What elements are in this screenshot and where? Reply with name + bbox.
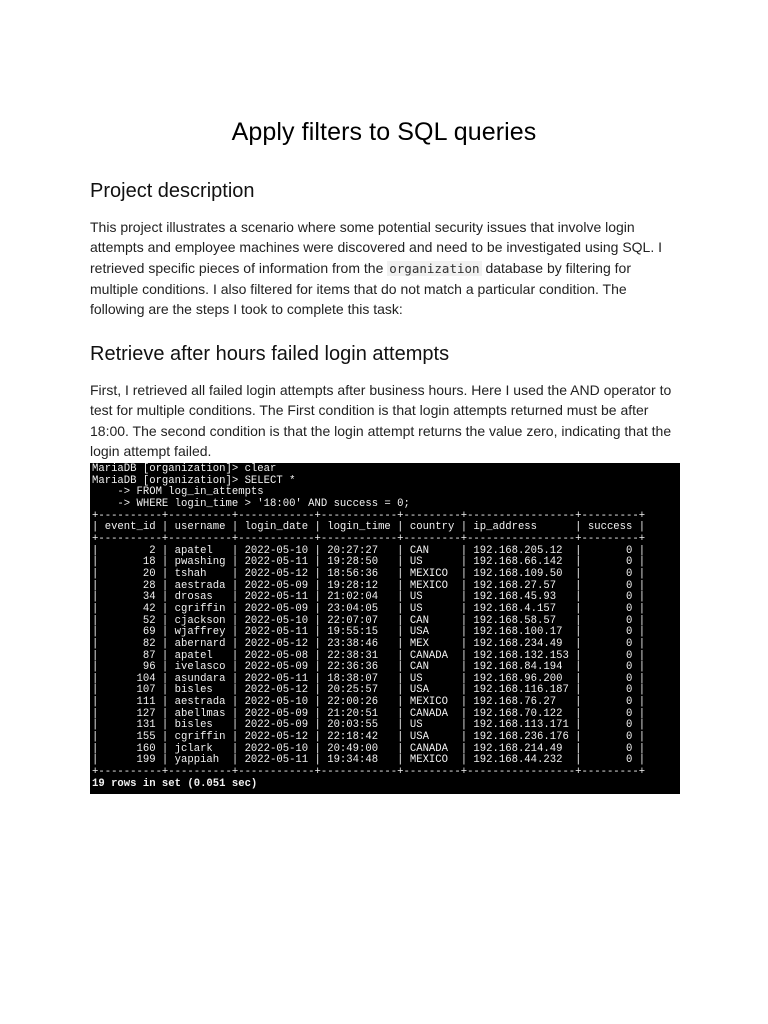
terminal-prompt-lines: MariaDB [organization]> clear MariaDB [organization]> SELECT * -> FROM log_in_attempts -> WHERE login_time > '18:00' AND success = 0; xyxy=(92,463,410,510)
terminal-output xyxy=(90,463,680,790)
paragraph-text-after-code: database by filtering for multiple conditions. I also filtered for items that do not match a particular condition. The following are the steps I took to complete this task: xyxy=(90,259,631,318)
failed-logins-paragraph: First, I retrieved all failed login attempts after business hours. Here I used the AND operator to test for multiple conditions. The First condition is that login attempts returned must be after 18:00. The second condition is that the login attempt returns the value zero, indicating that the login attempt failed. xyxy=(90,382,672,459)
section-heading-failed-logins: Retrieve after hours failed login attempts xyxy=(90,343,450,365)
terminal-result-table: +----------+----------+------------+------------+---------+-----------------+---------+ | event_id | username | login_date | login_time | country | ip_address | success | +----------+----------+------------+------------+---------+-----------------+---------+ | 2 | apatel | 2022-05-10 | 20:27:27 | CAN | 192.168.205.12 | 0 | | 18 | pwashing | 2022-05-11 | 19:28:50 | US | 192.168.66.142 | 0 | | 20 | tshah | 2022-05-12 | 18:56:36 | MEXICO | 192.168.109.50 | 0 | | 28 | aestrada | 2022-05-09 | 19:28:12 | MEXICO | 192.168.27.57 | 0 | | 34 | drosas | 2022-05-11 | 21:02:04 | US | 192.168.45.93 | 0 | | 42 | cgriffin | 2022-05-09 | 23:04:05 | US | 192.168.4.157 | 0 | | 52 | cjackson | 2022-05-10 | 22:07:07 | CAN | 192.168.58.57 | 0 | | 69 | wjaffrey | 2022-05-11 | 19:55:15 | USA | 192.168.100.17 | 0 | | 82 | abernard | 2022-05-12 | 23:38:46 | MEX | 192.168.234.49 | 0 | | 87 | apatel | 2022-05-08 | 22:38:31 | CANADA | 192.168.132.153 | 0 | | 96 | ivelasco | 2022-05-09 | 22:36:36 | CAN | 192.168.84.194 | 0 | | 104 | asundara | 2022-05-11 | 18:38:07 | US | 192.168.96.200 | 0 | | 107 | bisles | 2022-05-12 | 20:25:57 | USA | 192.168.116.187 | 0 | | 111 | aestrada | 2022-05-10 | 22:00:26 | MEXICO | 192.168.76.27 | 0 | | 127 | abellmas | 2022-05-09 | 21:20:51 | CANADA | 192.168.70.122 | 0 | | 131 | bisles | 2022-05-09 | 20:03:55 | US | 192.168.113.171 | 0 | | 155 | cgriffin | 2022-05-12 | 22:18:42 | USA | 192.168.236.176 | 0 | | 160 | jclark | 2022-05-10 | 20:49:00 | CANADA | 192.168.214.49 | 0 | | 199 | yappiah | 2022-05-11 | 19:34:48 | MEXICO | 192.168.44.232 | 0 | +----------+----------+------------+------------+---------+-----------------+---------+ xyxy=(92,509,646,779)
terminal-screenshot xyxy=(90,463,680,794)
section-heading-project-description: Project description xyxy=(90,180,255,202)
page-title: Apply filters to SQL queries xyxy=(231,118,537,146)
project-description-paragraph xyxy=(90,217,680,319)
terminal-result-summary: 19 rows in set (0.051 sec) xyxy=(92,777,258,790)
paragraph-text-before-code: This project illustrates a scenario where some potential security issues that involve login attempts and employee machines were discovered and need to be investigated using SQL. I retrieved specific pieces of information from the xyxy=(90,219,663,276)
inline-code-organization: organization xyxy=(389,260,480,276)
